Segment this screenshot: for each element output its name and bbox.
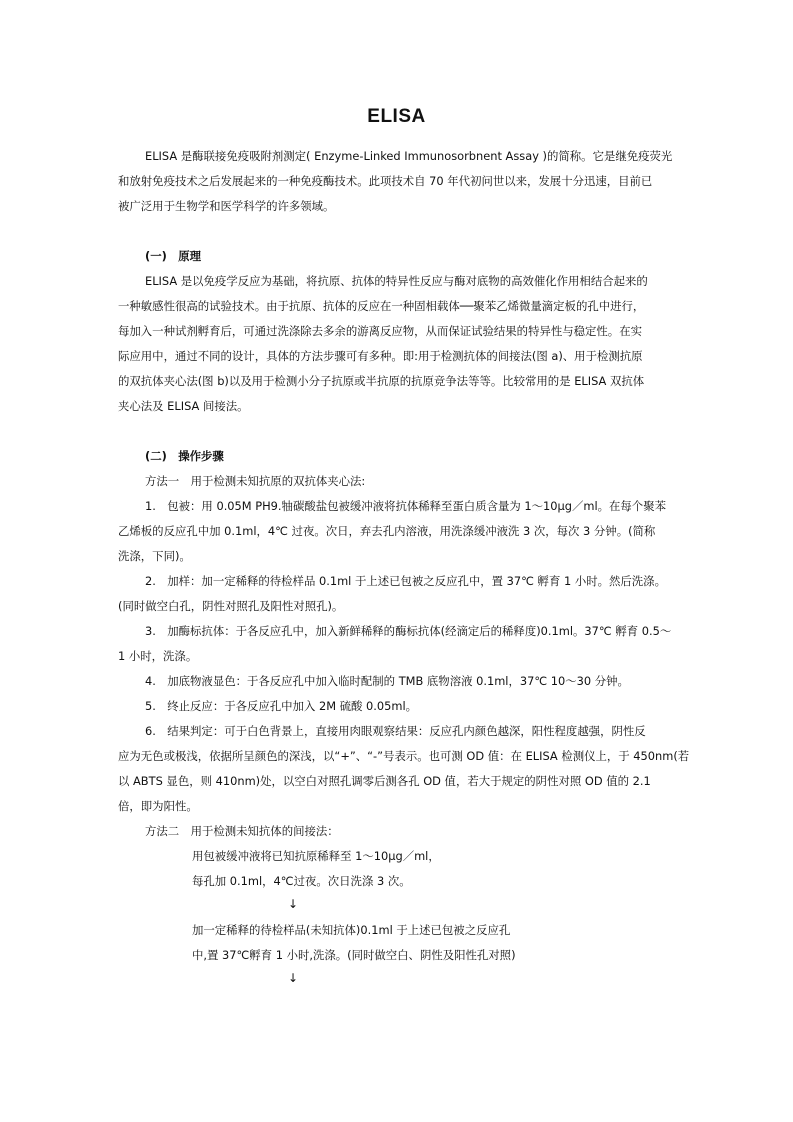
step-line: 洗涤，下同)。: [118, 549, 191, 563]
step-line: 倍，即为阳性。: [118, 799, 198, 813]
paragraph-line: 际应用中，通过不同的设计，具体的方法步骤可有多种。即:用于检测抗体的间接法(图 a)、用于检测抗原: [118, 349, 643, 363]
paragraph-line: 的双抗体夹心法(图 b)以及用于检测小分子抗原或半抗原的抗原竞争法等等。比较常用的是 ELISA 双抗体: [118, 374, 645, 388]
paragraph-line: ELISA 是以免疫学反应为基础，将抗原、抗体的特异性反应与酶对底物的高效催化作用相结合起来的: [145, 274, 648, 288]
step-line: 6. 结果判定：可于白色背景上，直接用肉眼观察结果：反应孔内颜色越深，阳性程度越强，阴性反: [145, 724, 646, 738]
intro-line: 和放射免疫技术之后发展起来的一种免疫酶技术。此项技术自 70 年代初问世以来，发展十分迅速，目前已: [118, 174, 653, 188]
section-heading-principle: (一) 原理: [145, 249, 201, 263]
step-line: 应为无色或极浅，依据所呈颜色的深浅，以“+”、“-”号表示。也可测 OD 值：在 ELISA 检测仪上，于 450nm(若: [118, 749, 690, 763]
page-title: ELISA: [367, 106, 426, 127]
flow-line: 每孔加 0.1ml，4℃过夜。次日洗涤 3 次。: [192, 874, 411, 888]
intro-line: ELISA 是酶联接免疫吸附剂测定( Enzyme-Linked Immunosorbnent Assay )的简称。它是继免疫荧光: [145, 149, 673, 163]
step-line: 1 小时，洗涤。: [118, 649, 198, 663]
step-line: 3. 加酶标抗体：于各反应孔中，加入新鲜稀释的酶标抗体(经滴定后的稀释度)0.1ml。37℃ 孵育 0.5～: [145, 624, 672, 638]
paragraph-line: 每加入一种试剂孵育后，可通过洗涤除去多余的游离反应物，从而保证试验结果的特异性与稳定性。在实: [118, 324, 642, 338]
paragraph-line: 一种敏感性很高的试验技术。由于抗原、抗体的反应在一种固相载体──聚苯乙烯微量滴定板的孔中进行，: [118, 299, 645, 313]
step-line: 乙烯板的反应孔中加 0.1ml，4℃ 过夜。次日，弃去孔内溶液，用洗涤缓冲液洗 3 次，每次 3 分钟。(简称: [118, 524, 656, 538]
down-arrow-icon: ↓: [288, 897, 299, 911]
method-title: 方法二 用于检测未知抗体的间接法：: [145, 824, 339, 838]
step-line: 2. 加样：加一定稀释的待检样品 0.1ml 于上述已包被之反应孔中，置 37℃ 孵育 1 小时。然后洗涤。: [145, 574, 666, 588]
step-line: 5. 终止反应：于各反应孔中加入 2M 硫酸 0.05ml。: [145, 699, 418, 713]
down-arrow-icon: ↓: [288, 971, 299, 985]
step-line: 以 ABTS 显色，则 410nm)处，以空白对照孔调零后测各孔 OD 值，若大于规定的阴性对照 OD 值的 2.1: [118, 774, 651, 788]
method-title: 方法一 用于检测未知抗原的双抗体夹心法:: [145, 474, 366, 488]
flow-line: 用包被缓冲液将已知抗原稀释至 1～10μg／ml，: [192, 849, 440, 863]
step-line: (同时做空白孔，阴性对照孔及阳性对照孔)。: [118, 599, 344, 613]
step-line: 1. 包被：用 0.05M PH9.牰碳酸盐包被缓冲液将抗体稀释至蛋白质含量为 1～10μg／ml。在每个聚苯: [145, 499, 666, 513]
section-heading-procedure: (二) 操作步骤: [145, 449, 224, 463]
flow-line: 中,置 37℃孵育 1 小时,洗涤。(同时做空白、阴性及阳性孔对照): [192, 948, 516, 962]
intro-line: 被广泛用于生物学和医学科学的许多领域。: [118, 199, 335, 213]
flow-line: 加一定稀释的待检样品(未知抗体)0.1ml 于上述已包被之反应孔: [192, 923, 511, 937]
step-line: 4. 加底物液显色：于各反应孔中加入临时配制的 TMB 底物溶液 0.1ml，37℃ 10～30 分钟。: [145, 674, 629, 688]
paragraph-line: 夹心法及 ELISA 间接法。: [118, 399, 249, 413]
